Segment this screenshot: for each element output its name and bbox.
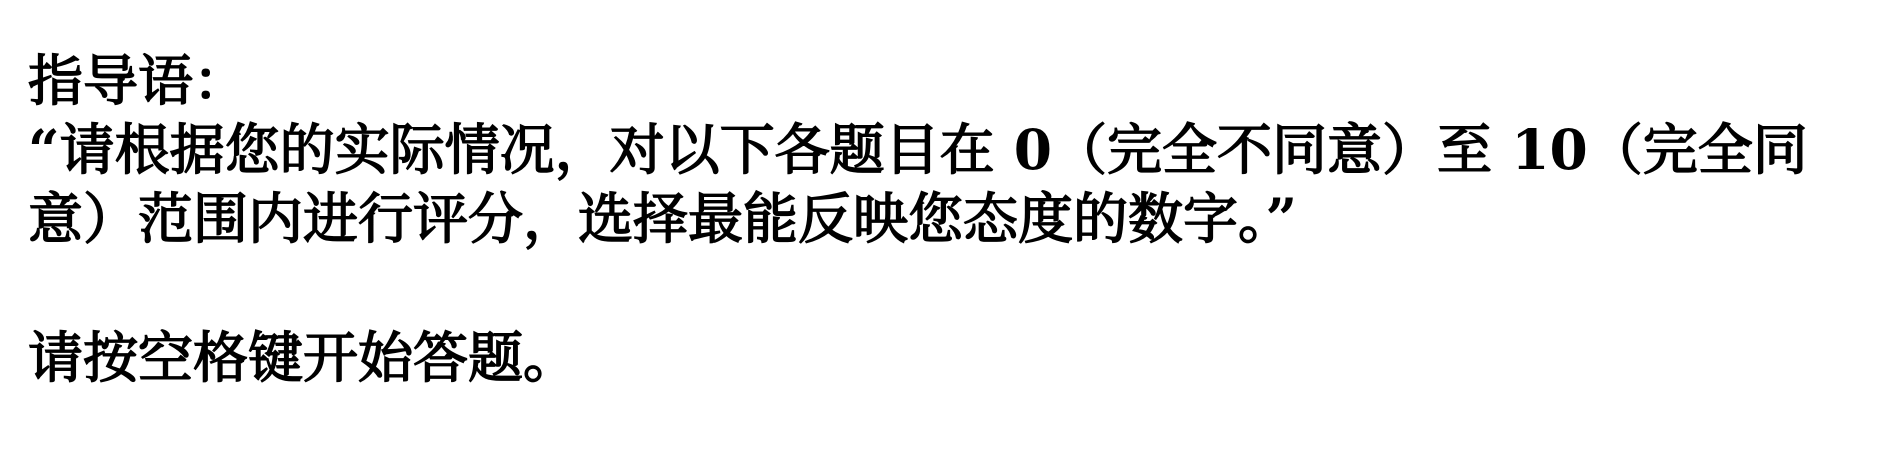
start-prompt: 请按空格键开始答题。: [28, 325, 579, 390]
instruction-quote-line-1: “请根据您的实际情况，对以下各题目在 0（完全不同意）至 10（完全同: [28, 117, 1808, 182]
instruction-panel: [28, 46, 1878, 392]
instruction-quote-line-2: 意）范围内进行评分，选择最能反映您态度的数字。”: [28, 186, 1298, 251]
instruction-title: 指导语：: [28, 48, 249, 113]
instruction-spacer: [28, 253, 1878, 323]
